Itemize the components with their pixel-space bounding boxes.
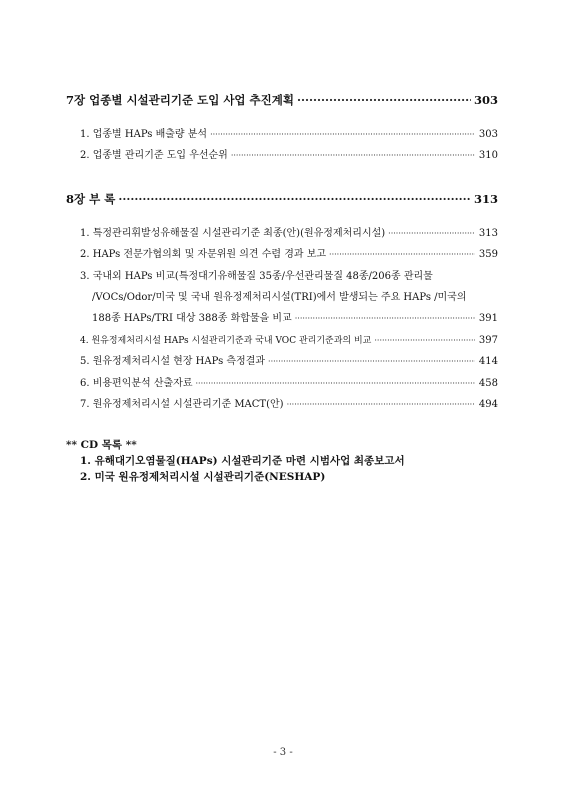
toc-item[interactable] xyxy=(66,244,498,265)
page-number: 359 xyxy=(478,249,498,261)
page-number: 414 xyxy=(478,356,498,368)
item-title: 1. 특정관리휘발성유해물질 시설관리기준 최종(안)(원유정제처리시설) xyxy=(80,227,386,239)
page-number: 458 xyxy=(478,377,498,389)
dot-leader xyxy=(374,330,475,351)
item-title: 188종 HAPs/TRI 대상 388종 화합물을 비교 xyxy=(92,313,292,325)
item-title: 2. HAPs 전문가협의회 및 자문위원 의견 수렴 경과 보고 xyxy=(80,249,327,261)
dot-leader xyxy=(388,223,475,244)
page-number: 313 xyxy=(473,191,498,206)
cd-list-heading: ** CD 목록 ** xyxy=(66,439,137,451)
dot-leader xyxy=(210,124,475,145)
toc-item[interactable] xyxy=(66,145,498,166)
toc-item-line[interactable]: /VOCs/Odor/미국 및 국내 원유정제처리시설(TRI)에서 발생되는 주요 HAPs /미국의 xyxy=(92,291,467,303)
dot-leader xyxy=(231,145,475,166)
item-title: 6. 비용편익분석 산출자료 xyxy=(80,377,193,389)
dot-leader xyxy=(295,308,475,329)
toc-item[interactable] xyxy=(66,394,498,415)
item-title: 1. 업종별 HAPs 배출량 분석 xyxy=(80,129,208,140)
toc-item[interactable] xyxy=(66,330,498,351)
page-number: 391 xyxy=(478,313,498,325)
page-number: 397 xyxy=(478,334,498,346)
toc-item[interactable] xyxy=(66,223,498,244)
cd-list-item[interactable]: 1. 유해대기오염물질(HAPs) 시설관리기준 마련 시범사업 최종보고서 xyxy=(80,455,405,467)
page-footer-number: - 3 - xyxy=(273,747,293,758)
chapter-title: 8장 부 록 xyxy=(66,191,116,206)
page-number: 303 xyxy=(478,129,498,140)
dot-leader xyxy=(268,351,475,372)
page-number: 310 xyxy=(478,150,498,162)
dot-leader xyxy=(329,244,475,265)
cd-list xyxy=(66,437,405,485)
chapter-title: 7장 업종별 시설관리기준 도입 사업 추진계획 xyxy=(66,93,294,107)
page-number: 303 xyxy=(473,93,498,107)
toc-chapter-7[interactable] xyxy=(66,92,498,112)
dot-leader xyxy=(297,93,471,107)
dot-leader xyxy=(196,373,476,394)
item-title: 4. 원유정제처리시설 HAPs 시설관리기준과 국내 VOC 관리기준과의 비교 xyxy=(80,335,372,346)
dot-leader xyxy=(287,394,475,415)
page-number: 313 xyxy=(478,227,498,239)
toc-item[interactable] xyxy=(66,308,498,329)
toc-item[interactable] xyxy=(66,373,498,394)
toc-item[interactable] xyxy=(66,351,498,372)
toc-item-line[interactable]: 3. 국내외 HAPs 비교(특정대기유해물질 35종/우선관리물질 48종/206종 관리물 xyxy=(80,270,433,282)
dot-leader xyxy=(118,192,471,206)
item-title: 7. 원유정제처리시설 시설관리기준 MACT(안) xyxy=(80,398,284,410)
page-number: 494 xyxy=(478,398,498,410)
cd-list-item[interactable]: 2. 미국 원유정제처리시설 시설관리기준(NESHAP) xyxy=(80,471,326,483)
table-of-contents xyxy=(66,92,498,415)
toc-item[interactable] xyxy=(66,124,498,145)
item-title: 2. 업종별 관리기준 도입 우선순위 xyxy=(80,150,228,162)
toc-chapter-8[interactable] xyxy=(66,191,498,211)
item-title: 5. 원유정제처리시설 현장 HAPs 측정결과 xyxy=(80,356,266,368)
